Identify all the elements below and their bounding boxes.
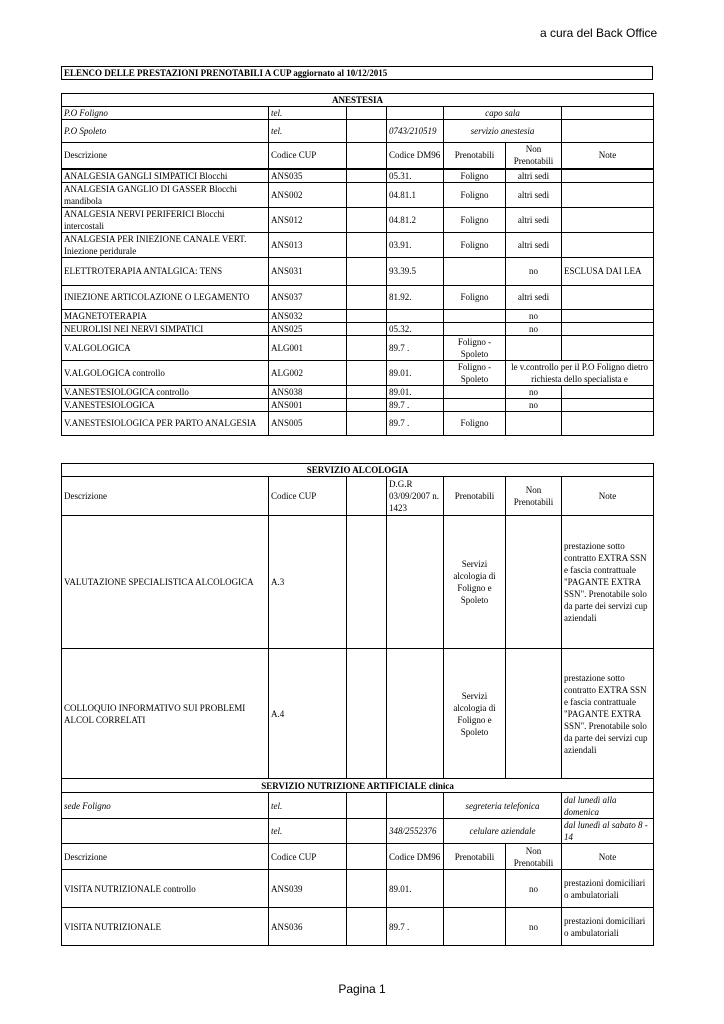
info-number: 0743/210519	[387, 120, 444, 143]
not-bookable-cell: altri sedi	[506, 169, 562, 183]
not-bookable-cell: no	[506, 322, 562, 335]
info-contact: capo sala	[444, 107, 562, 120]
info-place: P.O Spoleto	[62, 120, 269, 143]
info-tel: tel.	[269, 107, 347, 120]
bookable-cell	[444, 908, 506, 946]
not-bookable-cell: no	[506, 257, 562, 285]
column-header-row	[62, 477, 654, 516]
cup-code-cell: ANS002	[269, 182, 347, 207]
not-bookable-cell: altri sedi	[506, 182, 562, 207]
empty-cell	[347, 232, 387, 257]
empty-cell	[347, 411, 387, 435]
col-header: Codice CUP	[269, 477, 347, 516]
empty-cell	[347, 516, 387, 649]
table-row	[62, 649, 654, 779]
cup-code-cell: ANS001	[269, 398, 347, 411]
dm96-code-cell: 93.39.5	[387, 257, 444, 285]
table-row	[62, 285, 654, 309]
col-header: Non Prenotabili	[506, 143, 562, 169]
table-row	[62, 182, 654, 207]
note-cell	[562, 385, 654, 398]
table-row	[62, 335, 654, 360]
cup-code-cell: ALG001	[269, 335, 347, 360]
nutrizione-title: SERVIZIO NUTRIZIONE ARTIFICIALE clinica	[62, 779, 654, 793]
col-header: Note	[562, 477, 654, 516]
table-row	[62, 908, 654, 946]
description-cell: MAGNETOTERAPIA	[62, 309, 269, 322]
dm96-code-cell: 89.7 .	[387, 908, 444, 946]
description-cell: COLLOQUIO INFORMATIVO SUI PROBLEMI ALCOL CORRELATI	[62, 649, 269, 779]
cup-code-cell: ALG002	[269, 360, 347, 385]
cup-code-cell: ANS032	[269, 309, 347, 322]
description-cell: V.ANESTESIOLOGICA	[62, 398, 269, 411]
column-header-row	[62, 844, 654, 870]
info-tel: tel.	[269, 120, 347, 143]
empty-cell	[347, 257, 387, 285]
note-cell: ESCLUSA DAI LEA	[562, 257, 654, 285]
empty-cell	[347, 207, 387, 232]
not-bookable-cell	[506, 335, 562, 360]
info-number	[387, 107, 444, 120]
table-row	[62, 207, 654, 232]
info-contact: segreteria telefonica	[444, 793, 562, 819]
description-cell: ANALGESIA GANGLI SIMPATICI Blocchi	[62, 169, 269, 183]
info-hours: dal lunedì alla domenica	[562, 793, 654, 819]
note-cell	[562, 335, 654, 360]
alcologia-nutrizione-table	[61, 463, 654, 946]
table-row	[62, 870, 654, 908]
table-row	[62, 257, 654, 285]
col-header: Descrizione	[62, 844, 269, 870]
info-contact: servizio anestesia	[444, 120, 562, 143]
cup-code-cell: ANS036	[269, 908, 347, 946]
dm96-code-cell	[387, 649, 444, 779]
col-header: Note	[562, 143, 654, 169]
empty-cell	[347, 169, 387, 183]
info-place: sede Foligno	[62, 793, 269, 819]
list-title: ELENCO DELLE PRESTAZIONI PRENOTABILI A CUP aggiornato al 10/12/2015	[62, 67, 653, 80]
empty-cell	[347, 182, 387, 207]
col-header: Descrizione	[62, 477, 269, 516]
cup-code-cell: ANS038	[269, 385, 347, 398]
dm96-code-cell: 81.92.	[387, 285, 444, 309]
note-cell	[562, 309, 654, 322]
note-cell	[562, 322, 654, 335]
note-cell	[562, 398, 654, 411]
anestesia-title: ANESTESIA	[62, 94, 654, 107]
note-cell: prestazione sotto contratto EXTRA SSN e fascia contrattuale "PAGANTE EXTRA SSN". Prenotabile solo da parte dei servizi cup aziendali	[562, 516, 654, 649]
dm96-code-cell: 04.81.2	[387, 207, 444, 232]
cup-code-cell: A.3	[269, 516, 347, 649]
dm96-code-cell: 89.01.	[387, 360, 444, 385]
list-title-table	[61, 66, 653, 80]
not-bookable-cell: no	[506, 309, 562, 322]
bookable-cell: Foligno	[444, 285, 506, 309]
bookable-cell	[444, 398, 506, 411]
bookable-cell: Foligno - Spoleto	[444, 335, 506, 360]
dm96-code-cell: 89.7 .	[387, 398, 444, 411]
not-bookable-cell: no	[506, 870, 562, 908]
description-cell: ANALGESIA PER INIEZIONE CANALE VERT. Iniezione peridurale	[62, 232, 269, 257]
empty-cell	[347, 309, 387, 322]
description-cell: ANALGESIA GANGLIO DI GASSER Blocchi mandibola	[62, 182, 269, 207]
info-tel: tel.	[269, 819, 347, 844]
bookable-cell	[444, 309, 506, 322]
note-cell	[562, 169, 654, 183]
note-cell	[562, 411, 654, 435]
bookable-cell	[444, 870, 506, 908]
description-cell: NEUROLISI NEI NERVI SIMPATICI	[62, 322, 269, 335]
table-row	[62, 360, 654, 385]
note-cell: prestazione sotto contratto EXTRA SSN e fascia contrattuale "PAGANTE EXTRA SSN". Prenotabile solo da parte dei servizi cup aziendali	[562, 649, 654, 779]
not-bookable-cell: altri sedi	[506, 207, 562, 232]
bookable-cell: Foligno	[444, 411, 506, 435]
note-cell	[562, 182, 654, 207]
col-header: Codice CUP	[269, 143, 347, 169]
dm96-code-cell	[387, 516, 444, 649]
info-hours: dal lunedì al sabato 8 - 14	[562, 819, 654, 844]
bookable-cell	[444, 322, 506, 335]
description-cell: INIEZIONE ARTICOLAZIONE O LEGAMENTO	[62, 285, 269, 309]
cup-code-cell: A.4	[269, 649, 347, 779]
dm96-code-cell: 89.7 .	[387, 411, 444, 435]
not-bookable-cell: altri sedi	[506, 232, 562, 257]
empty-cell	[347, 908, 387, 946]
empty-cell	[347, 335, 387, 360]
not-bookable-cell: no	[506, 385, 562, 398]
note-cell	[562, 285, 654, 309]
description-cell: V.ALGOLOGICA controllo	[62, 360, 269, 385]
back-office-label: a cura del Back Office	[540, 26, 658, 40]
not-bookable-cell: altri sedi	[506, 285, 562, 309]
dm96-code-cell: 89.01.	[387, 870, 444, 908]
cup-code-cell: ANS025	[269, 322, 347, 335]
table-row	[62, 232, 654, 257]
description-cell: VALUTAZIONE SPECIALISTICA ALCOLOGICA	[62, 516, 269, 649]
table-row	[62, 385, 654, 398]
cup-code-cell: ANS013	[269, 232, 347, 257]
col-header: Codice DM96	[387, 143, 444, 169]
description-cell: V.ANESTESIOLOGICA controllo	[62, 385, 269, 398]
bookable-cell	[444, 385, 506, 398]
col-header: Codice CUP	[269, 844, 347, 870]
col-header: Descrizione	[62, 143, 269, 169]
cup-code-cell: ANS005	[269, 411, 347, 435]
table-row	[62, 516, 654, 649]
page-number: Pagina 1	[338, 982, 386, 996]
empty-cell	[347, 649, 387, 779]
description-cell: VISITA NUTRIZIONALE	[62, 908, 269, 946]
not-bookable-cell	[506, 649, 562, 779]
description-cell: VISITA NUTRIZIONALE controllo	[62, 870, 269, 908]
bookable-cell: Foligno - Spoleto	[444, 360, 506, 385]
cup-code-cell: ANS039	[269, 870, 347, 908]
bookable-cell	[444, 257, 506, 285]
not-bookable-cell: le v.controllo per il P.O Foligno dietro richiesta dello specialista e	[506, 360, 654, 385]
not-bookable-cell	[506, 516, 562, 649]
empty-cell	[347, 398, 387, 411]
bookable-cell: Foligno	[444, 207, 506, 232]
cup-code-cell: ANS037	[269, 285, 347, 309]
anestesia-table	[61, 93, 654, 436]
column-header-row	[62, 143, 654, 169]
description-cell: ANALGESIA NERVI PERIFERICI Blocchi intercostali	[62, 207, 269, 232]
empty-cell	[347, 322, 387, 335]
col-header: Non Prenotabili	[506, 477, 562, 516]
cup-code-cell: ANS031	[269, 257, 347, 285]
dm96-code-cell	[387, 309, 444, 322]
col-header: Codice DM96	[387, 844, 444, 870]
dm96-code-cell: 04.81.1	[387, 182, 444, 207]
table-row	[62, 169, 654, 183]
dm96-code-cell: 05.32.	[387, 322, 444, 335]
col-header: Prenotabili	[444, 477, 506, 516]
info-number: 348/2552376	[387, 819, 444, 844]
col-header: Prenotabili	[444, 844, 506, 870]
bookable-cell: Servizi alcologia di Foligno e Spoleto	[444, 516, 506, 649]
cup-code-cell: ANS035	[269, 169, 347, 183]
bookable-cell: Foligno	[444, 169, 506, 183]
dm96-code-cell: 89.7 .	[387, 335, 444, 360]
alcologia-title: SERVIZIO ALCOLOGIA	[62, 464, 654, 477]
note-cell	[562, 207, 654, 232]
not-bookable-cell	[506, 411, 562, 435]
cup-code-cell: ANS012	[269, 207, 347, 232]
info-place: P.O Foligno	[62, 107, 269, 120]
empty-cell	[347, 285, 387, 309]
not-bookable-cell: no	[506, 398, 562, 411]
info-place	[62, 819, 269, 844]
empty-cell	[347, 360, 387, 385]
table-row	[62, 309, 654, 322]
col-header: Prenotabili	[444, 143, 506, 169]
description-cell: V.ANESTESIOLOGICA PER PARTO ANALGESIA	[62, 411, 269, 435]
bookable-cell: Foligno	[444, 232, 506, 257]
note-cell: prestazioni domiciliari o ambulatoriali	[562, 908, 654, 946]
empty-cell	[347, 870, 387, 908]
info-tel: tel.	[269, 793, 347, 819]
col-header: Note	[562, 844, 654, 870]
col-header: D.G.R 03/09/2007 n. 1423	[387, 477, 444, 516]
table-row	[62, 322, 654, 335]
not-bookable-cell: no	[506, 908, 562, 946]
bookable-cell: Foligno	[444, 182, 506, 207]
description-cell: V.ALGOLOGICA	[62, 335, 269, 360]
dm96-code-cell: 05.31.	[387, 169, 444, 183]
table-row	[62, 398, 654, 411]
bookable-cell: Servizi alcologia di Foligno e Spoleto	[444, 649, 506, 779]
description-cell: ELETTROTERAPIA ANTALGICA: TENS	[62, 257, 269, 285]
note-cell: prestazioni domiciliari o ambulatoriali	[562, 870, 654, 908]
col-header: Non Prenotabili	[506, 844, 562, 870]
info-number	[387, 793, 444, 819]
note-cell	[562, 232, 654, 257]
info-contact: celulare aziendale	[444, 819, 562, 844]
empty-cell	[347, 385, 387, 398]
table-row	[62, 411, 654, 435]
dm96-code-cell: 03.91.	[387, 232, 444, 257]
dm96-code-cell: 89.01.	[387, 385, 444, 398]
